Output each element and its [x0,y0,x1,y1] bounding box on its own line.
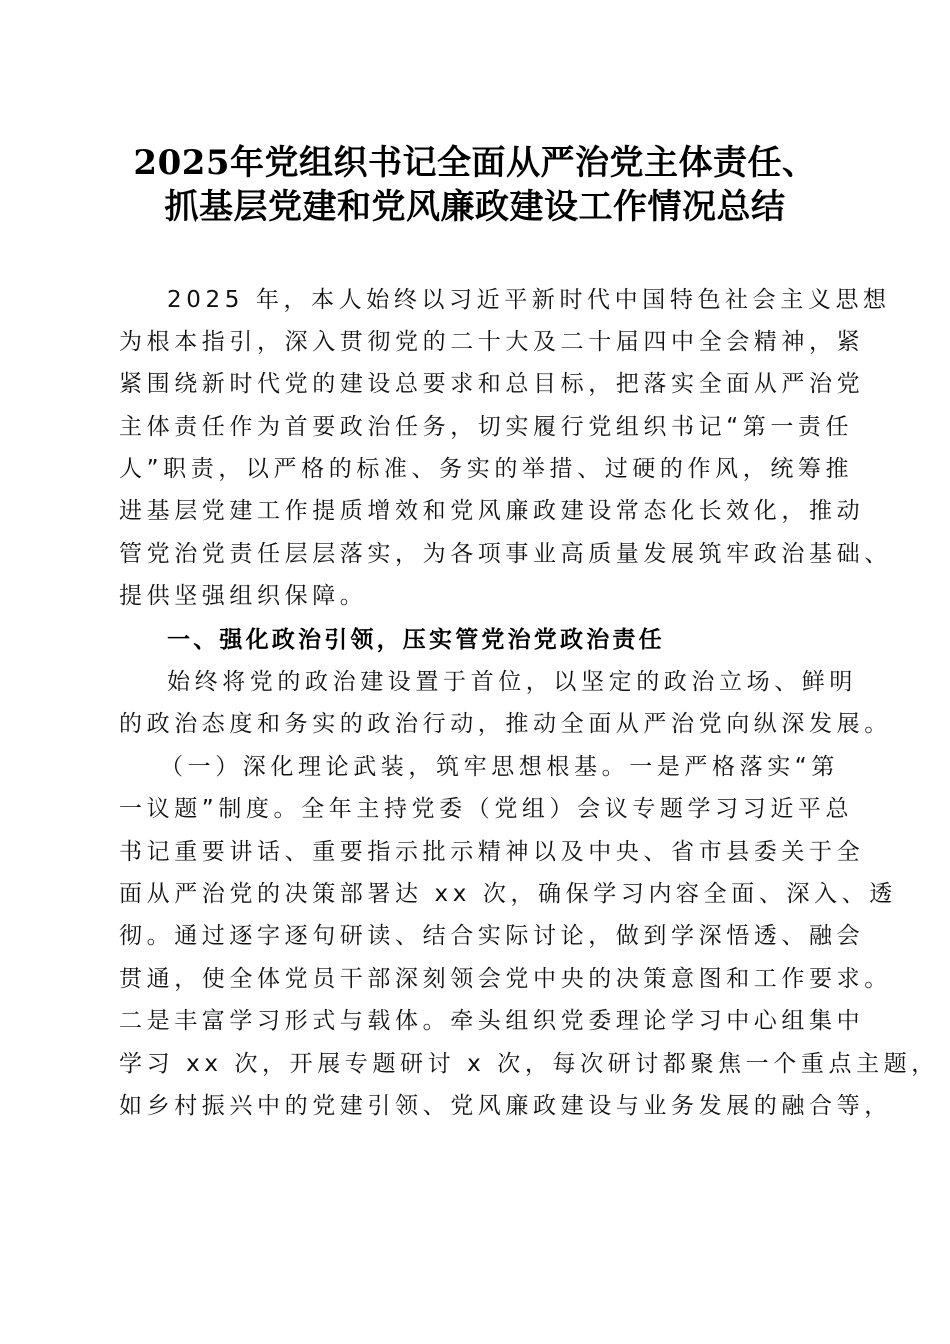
paragraph-line: 面从严治党的决策部署达 xx 次，确保学习内容全面、深入、透 [119,881,897,907]
paragraph-line: 提供坚强组织保障。 [119,583,368,609]
paragraph-line: 彻。通过逐字逐句研读、结合实际讨论，做到学深悟透、融会 [119,923,865,949]
paragraph-line: 如乡村振兴中的党建引领、党风廉政建设与业务发展的融合等， [119,1093,892,1119]
paragraph-line: 紧围绕新时代党的建设总要求和总目标，把落实全面从严治党 [119,371,865,397]
paragraph-line: 主体责任作为首要政治任务，切实履行党组织书记“第一责任 [119,414,854,440]
paragraph-line: 二是丰富学习形式与载体。牵头组织党委理论学习中心组集中 [119,1008,865,1034]
paragraph-line: 学习 xx 次，开展专题研讨 x 次，每次研讨都聚焦一个重点主题， [119,1051,939,1077]
paragraph-line: 人”职责，以严格的标准、务实的举措、过硬的作风，统筹推 [119,456,854,482]
section-heading: 一、强化政治引领，压实管党治党政治责任 [167,627,665,653]
paragraph-line: 书记重要讲话、重要指示批示精神以及中央、省市县委关于全 [119,839,865,865]
subsection-line: （一）深化理论武装，筑牢思想根基。一是严格落实“第 [160,754,839,780]
paragraph-line: 2025 年，本人始终以习近平新时代中国特色社会主义思想 [167,287,891,313]
paragraph-line: 为根本指引，深入贯彻党的二十大及二十届四中全会精神，紧 [119,329,865,355]
document-title-line-2: 抓基层党建和党风廉政建设工作情况总结 [164,187,786,227]
paragraph-line: 管党治党责任层层落实，为各项事业高质量发展筑牢政治基础、 [119,541,892,567]
paragraph-line: 始终将党的政治建设置于首位，以坚定的政治立场、鲜明 [167,669,857,695]
document-title-line-1: 2025年党组织书记全面从严治党主体责任、 [133,143,817,183]
paragraph-line: 贯通，使全体党员干部深刻领会党中央的决策意图和工作要求。 [119,966,892,992]
paragraph-line: 的政治态度和务实的政治行动，推动全面从严治党向纵深发展。 [119,711,892,737]
paragraph-line: 一议题”制度。全年主持党委（党组）会议专题学习习近平总 [119,796,854,822]
paragraph-line: 进基层党建工作提质增效和党风廉政建设常态化长效化，推动 [119,498,865,524]
